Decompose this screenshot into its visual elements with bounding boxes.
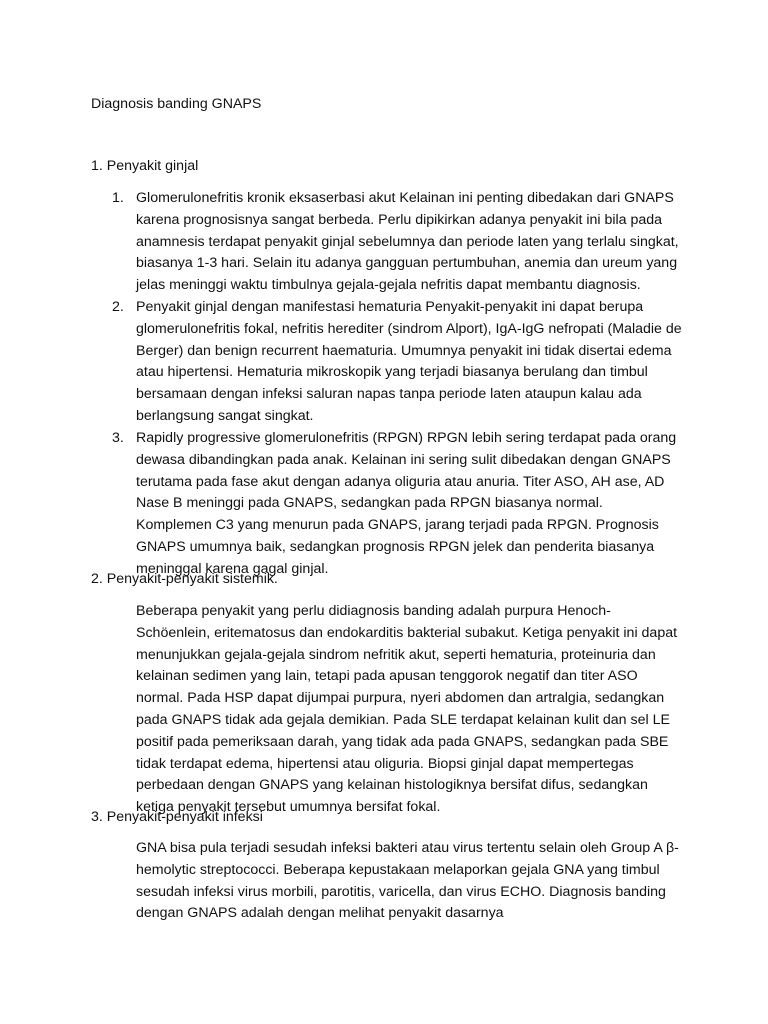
section-paragraph-infeksi: GNA bisa pula terjadi sesudah infeksi bakteri atau virus tertentu selain oleh Group A β-hemolytic streptococci. Beberapa kepustakaan melaporkan gejala GNA yang timbul sesudah infeksi virus morbili, parotitis, varicella, dan virus ECHO. Diagnosis banding dengan GNAPS adalah dengan melihat penyakit dasarnya [136, 840, 679, 922]
list-item-text: Glomerulonefritis kronik eksaserbasi akut Kelainan ini penting dibedakan dari GNAPS karena prognosisnya sangat berbeda. Perlu dipikirkan adanya penyakit ini bila pada anamnesis terdapat penyakit ginjal sebelumnya dan periode laten yang terlalu singkat, biasanya 1-3 hari. Selain itu adanya gangguan pertumbuhan, anemia dan ureum yang jelas meninggi waktu timbulnya gejala-gejala nefritis dapat membantu diagnosis. [136, 190, 679, 294]
list-item-text: Penyakit ginjal dengan manifestasi hematuria Penyakit-penyakit ini dapat berupa glomerulonefritis fokal, nefritis herediter (sindrom Alport), IgA-IgG nefropati (Maladie de Berger) dan benign recurrent haematuria. Umumnya penyakit ini tidak disertai edema atau hipertensi. Hematuria mikroskopik yang terjadi biasanya berulang dan timbul bersamaan dengan infeksi saluran napas tanpa periode laten ataupun kalau ada berlangsung sangat singkat. [136, 299, 682, 424]
list-item-text: Rapidly progressive glomerulonefritis (RPGN) RPGN lebih sering terdapat pada orang dewasa dibandingkan pada anak. Kelainan ini sering sulit dibedakan dengan GNAPS terutama pada fase akut dengan adanya oliguria atau anuria. Titer ASO, AH ase, AD Nase B meninggi pada GNAPS, sedangkan pada RPGN biasanya normal. Komplemen C3 yang menurun pada GNAPS, jarang terjadi pada RPGN. Prognosis GNAPS umumnya baik, sedangkan prognosis RPGN jelek dan penderita biasanya meninggal karena gagal ginjal. [136, 430, 677, 577]
list-item-number: 1. [112, 190, 124, 206]
list-item-number: 3. [112, 430, 124, 446]
section-paragraph-sistemik: Beberapa penyakit yang perlu didiagnosis banding adalah purpura Henoch-Schöenlein, eritematosus dan endokarditis bakterial subakut. Ketiga penyakit ini dapat menunjukkan gejala-gejala sindrom nefritik akut, seperti hematuria, proteinuria dan kelainan sedimen yang lain, tetapi pada apusan tenggorok negatif dan titer ASO normal. Pada HSP dapat dijumpai purpura, nyeri abdomen dan artralgia, sedangkan pada GNAPS tidak ada gejala demikian. Pada SLE terdapat kelainan kulit dan sel LE positif pada pemeriksaan darah, yang tidak ada pada GNAPS, sedangkan pada SBE tidak terdapat edema, hipertensi atau oliguria. Biopsi ginjal dapat mempertegas perbedaan dengan GNAPS yang kelainan histologiknya bersifat difus, sedangkan ketiga penyakit tersebut umumnya bersifat fokal. [136, 603, 678, 816]
document-title: Diagnosis banding GNAPS [91, 96, 262, 112]
section-heading-penyakit-ginjal: 1. Penyakit ginjal [91, 158, 199, 174]
list-item-number: 2. [112, 299, 124, 315]
section-heading-penyakit-infeksi: 3. Penyakit-penyakit infeksi [91, 809, 263, 825]
section-heading-penyakit-sistemik: 2. Penyakit-penyakit sistemik. [91, 571, 278, 587]
